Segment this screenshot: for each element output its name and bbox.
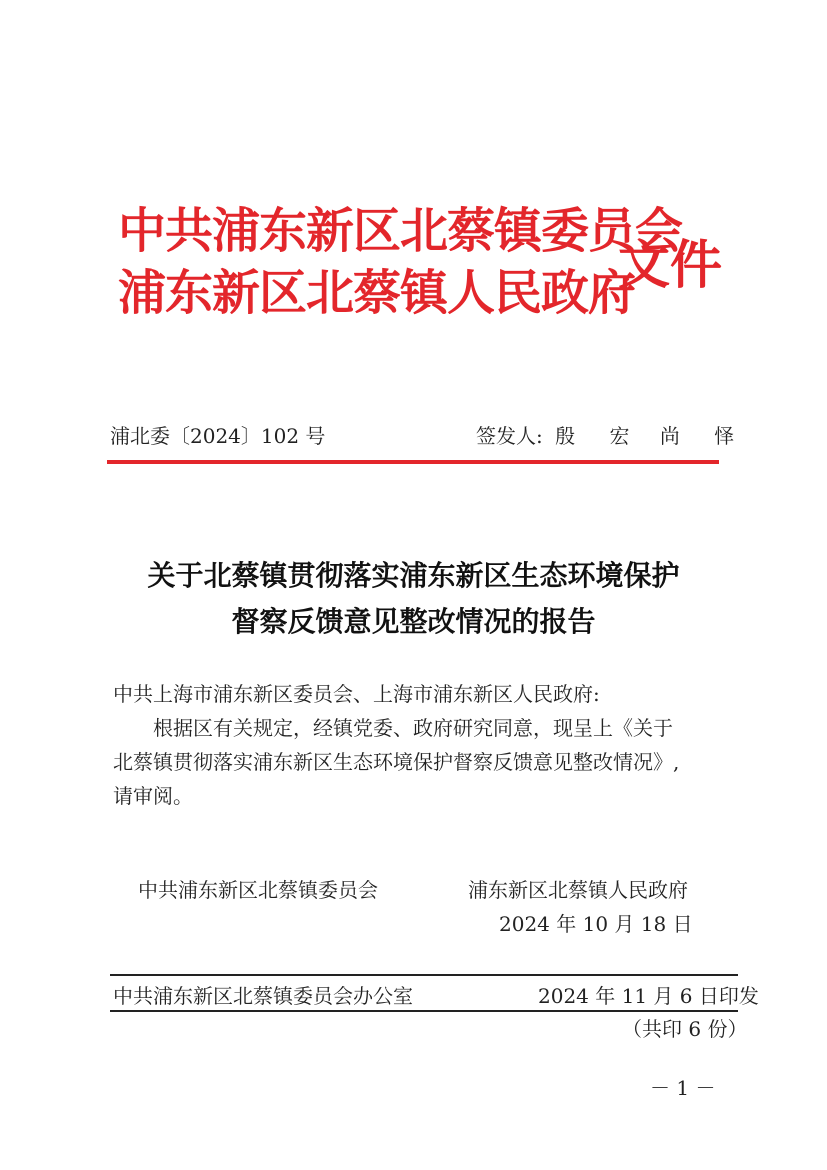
report-title-line-1: 关于北蔡镇贯彻落实浦东新区生态环境保护	[147, 559, 680, 592]
print-date: 2024 年 11 月 6 日印发	[538, 984, 759, 1008]
issuer-town-government: 浦东新区北蔡镇人民政府	[118, 265, 636, 321]
body-paragraph-line-1: 根据区有关规定，经镇党委、政府研究同意，现呈上《关于	[153, 716, 673, 740]
signatory-name-1: 殷 宏	[555, 424, 644, 448]
signing-org-party-committee: 中共浦东新区北蔡镇委员会	[138, 878, 378, 902]
signing-org-government: 浦东新区北蔡镇人民政府	[468, 878, 688, 902]
issuer-party-committee: 中共浦东新区北蔡镇委员会	[118, 203, 683, 259]
page-number: － 1 －	[650, 1076, 716, 1100]
issuing-office: 中共浦东新区北蔡镇委员会办公室	[113, 984, 413, 1008]
copies-count: （共印 6 份）	[622, 1017, 748, 1041]
signing-date: 2024 年 10 月 18 日	[499, 912, 693, 936]
report-title-line-2: 督察反馈意见整改情况的报告	[231, 605, 596, 638]
signatory-block	[476, 423, 748, 449]
body-paragraph-line-3: 请审阅。	[113, 784, 193, 808]
document-number: 浦北委〔2024〕102 号	[110, 424, 326, 448]
signatory-label: 签发人:	[476, 424, 543, 448]
footer-bottom-rule	[110, 1010, 738, 1012]
footer-top-rule	[110, 974, 738, 976]
addressee: 中共上海市浦东新区委员会、上海市浦东新区人民政府:	[113, 682, 600, 706]
document-suffix: 文件	[618, 236, 723, 296]
red-separator-rule	[107, 460, 719, 464]
body-paragraph-line-2: 北蔡镇贯彻落实浦东新区生态环境保护督察反馈意见整改情况》,	[113, 750, 680, 774]
signatory-name-2: 尚 怿	[659, 424, 749, 448]
